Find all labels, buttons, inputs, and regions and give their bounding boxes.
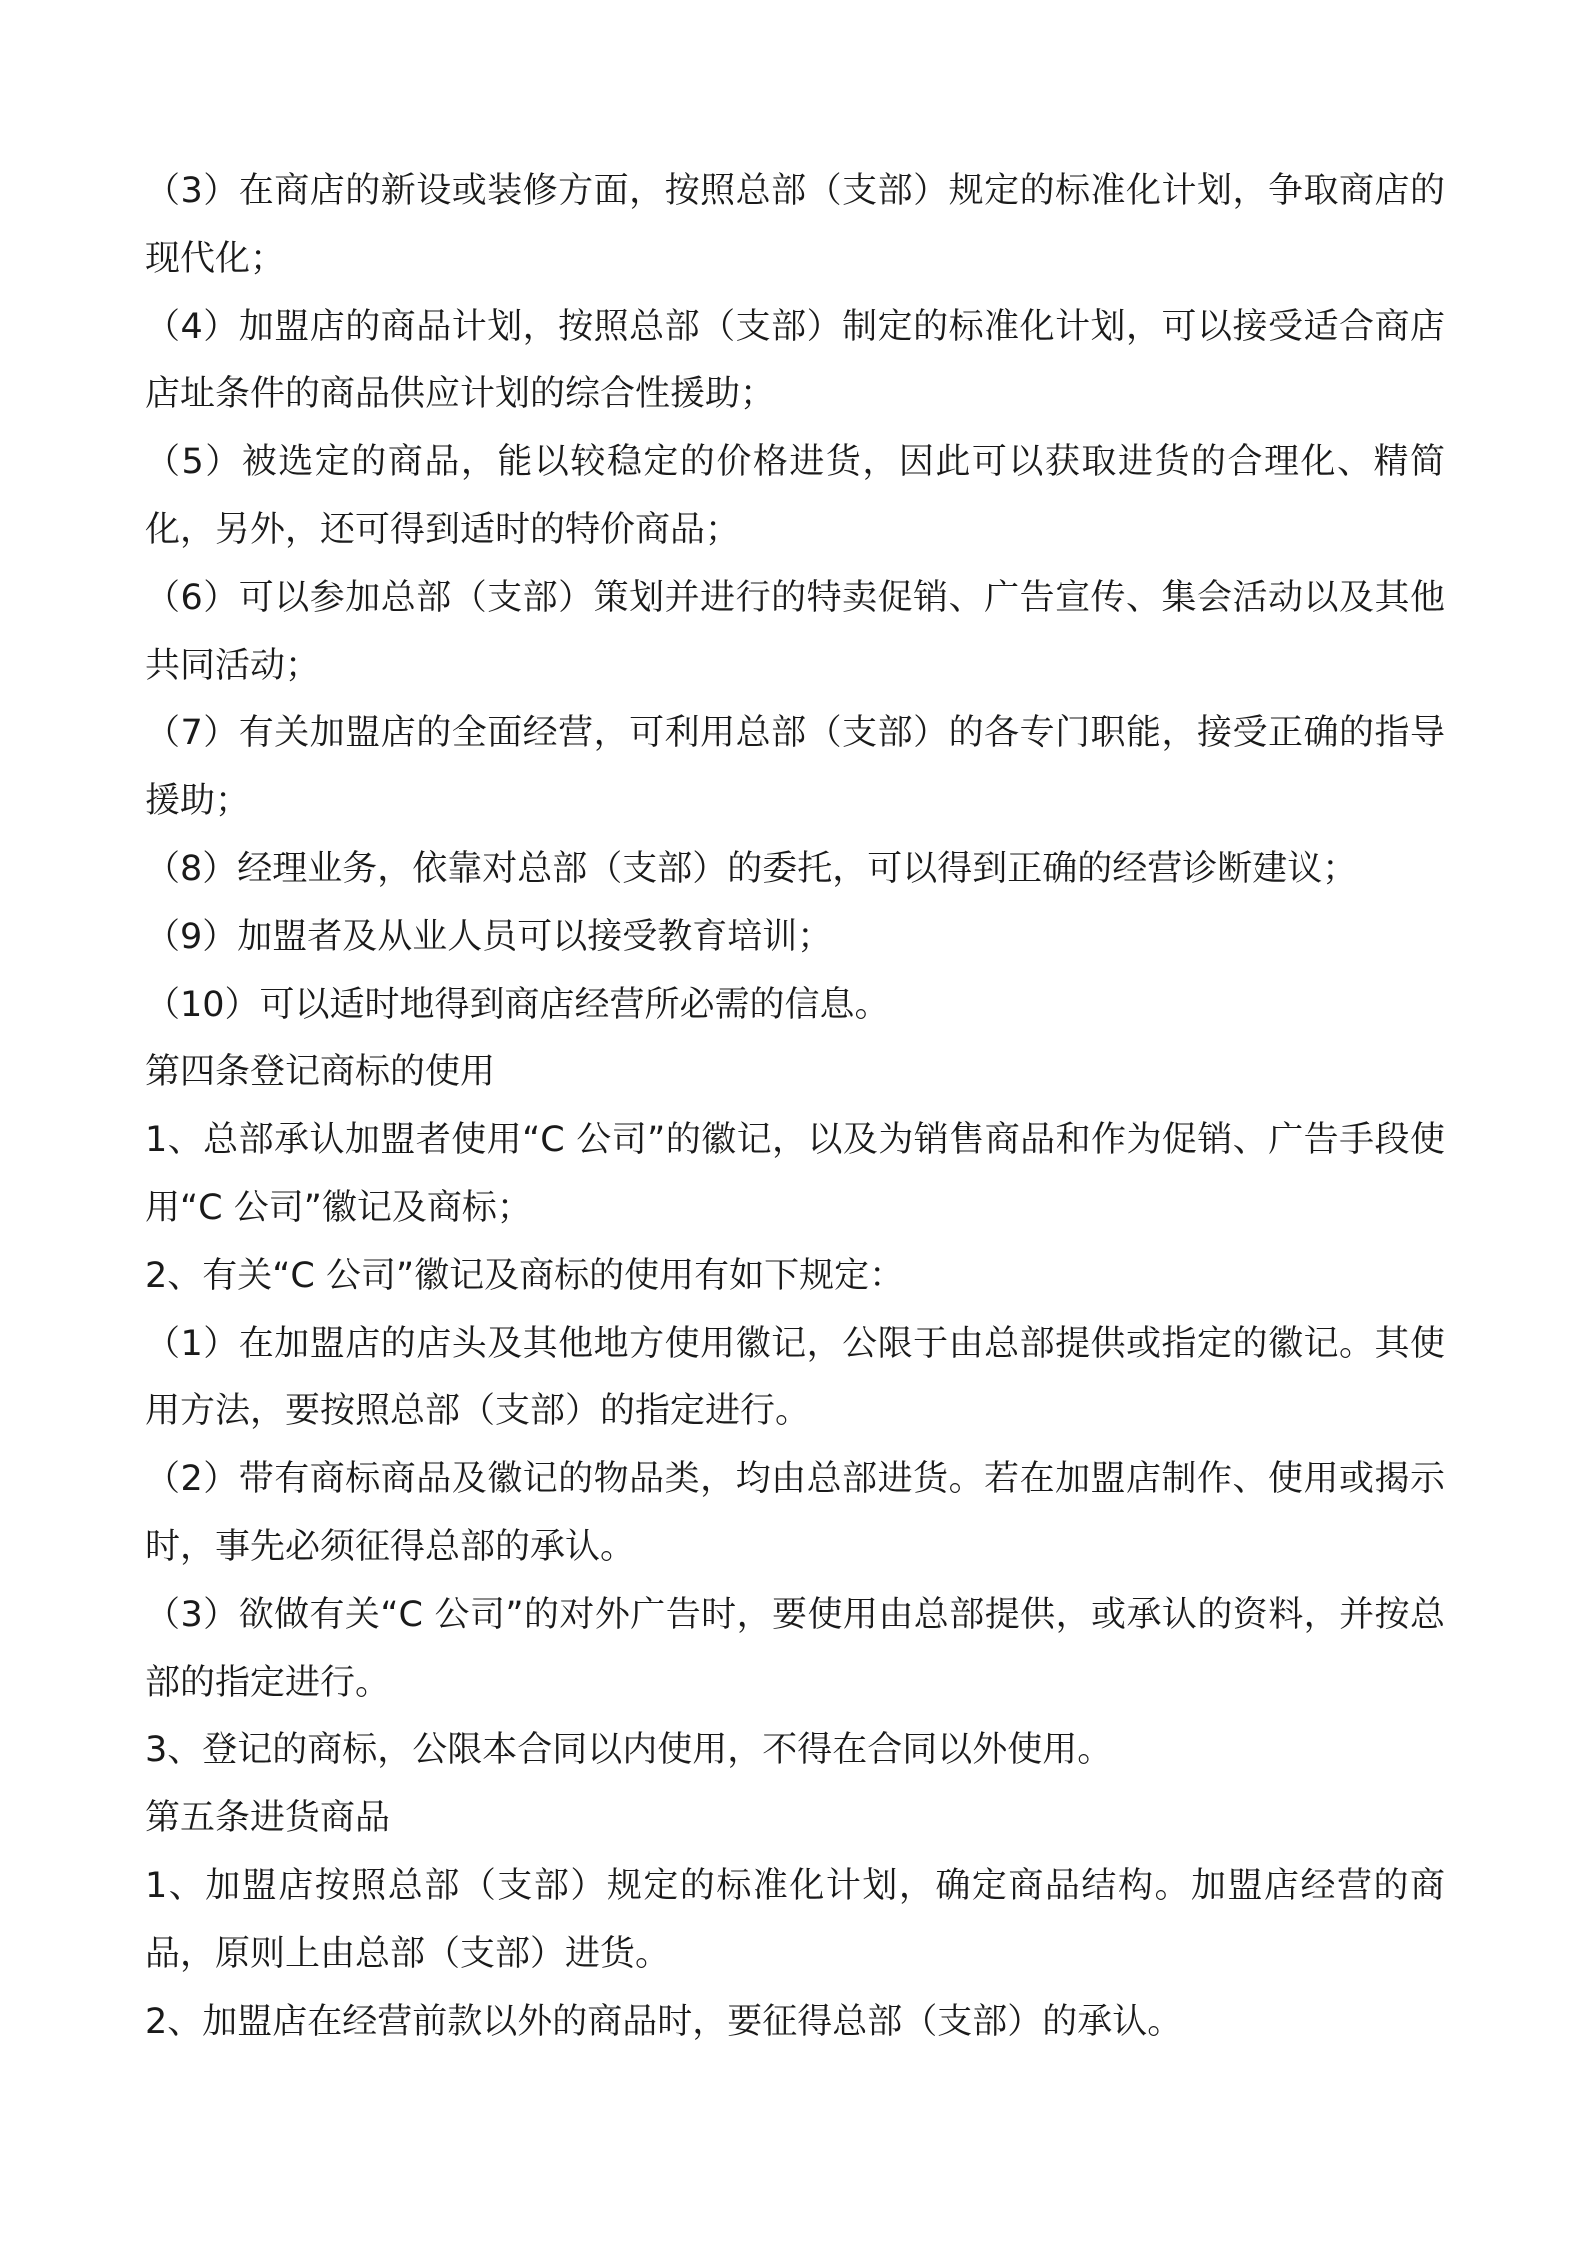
article-5-item-2: 2、加盟店在经营前款以外的商品时，要征得总部（支部）的承认。 bbox=[145, 2001, 1183, 2042]
article-4-heading: 第四条登记商标的使用 bbox=[145, 1052, 496, 1093]
document-page bbox=[145, 158, 1445, 2056]
article-4-item-2-3: （3）欲做有关“C 公司”的对外广告时，要使用由总部提供，或承认的资料，并按总部的指定进行。 bbox=[145, 1594, 1445, 1703]
clause-3-6: （6）可以参加总部（支部）策划并进行的特卖促销、广告宣传、集会活动以及其他共同活动； bbox=[145, 577, 1445, 686]
clause-3-4: （4）加盟店的商品计划，按照总部（支部）制定的标准化计划，可以接受适合商店店址条件的商品供应计划的综合性援助； bbox=[145, 306, 1445, 415]
clause-3-5: （5）被选定的商品，能以较稳定的价格进货，因此可以获取进货的合理化、精简化，另外，还可得到适时的特价商品； bbox=[145, 442, 1445, 550]
article-4-item-1: 1、总部承认加盟者使用“C 公司”的徽记，以及为销售商品和作为促销、广告手段使用“C 公司”徽记及商标； bbox=[145, 1120, 1445, 1228]
clause-3-9: （9）加盟者及从业人员可以接受教育培训； bbox=[145, 916, 833, 957]
clause-3-10: （10）可以适时地得到商店经营所必需的信息。 bbox=[145, 984, 890, 1025]
article-4-item-2: 2、有关“C 公司”徽记及商标的使用有如下规定： bbox=[145, 1255, 905, 1296]
clause-3-7: （7）有关加盟店的全面经营，可利用总部（支部）的各专门职能，接受正确的指导援助； bbox=[145, 713, 1445, 822]
article-4-item-3: 3、登记的商标，公限本合同以内使用，不得在合同以外使用。 bbox=[145, 1730, 1113, 1771]
clause-3-3: （3）在商店的新设或装修方面，按照总部（支部）规定的标准化计划，争取商店的现代化； bbox=[145, 171, 1445, 279]
article-4-item-2-2: （2）带有商标商品及徽记的物品类，均由总部进货。若在加盟店制作、使用或揭示时，事先必须征得总部的承认。 bbox=[145, 1459, 1445, 1567]
clause-3-8: （8）经理业务，依靠对总部（支部）的委托，可以得到正确的经营诊断建议； bbox=[145, 848, 1358, 889]
article-5-heading: 第五条进货商品 bbox=[145, 1798, 391, 1839]
article-5-item-1: 1、加盟店按照总部（支部）规定的标准化计划，确定商品结构。加盟店经营的商品，原则上由总部（支部）进货。 bbox=[145, 1865, 1445, 1974]
article-4-item-2-1: （1）在加盟店的店头及其他地方使用徽记，公限于由总部提供或指定的徽记。其使用方法，要按照总部（支部）的指定进行。 bbox=[145, 1323, 1445, 1432]
